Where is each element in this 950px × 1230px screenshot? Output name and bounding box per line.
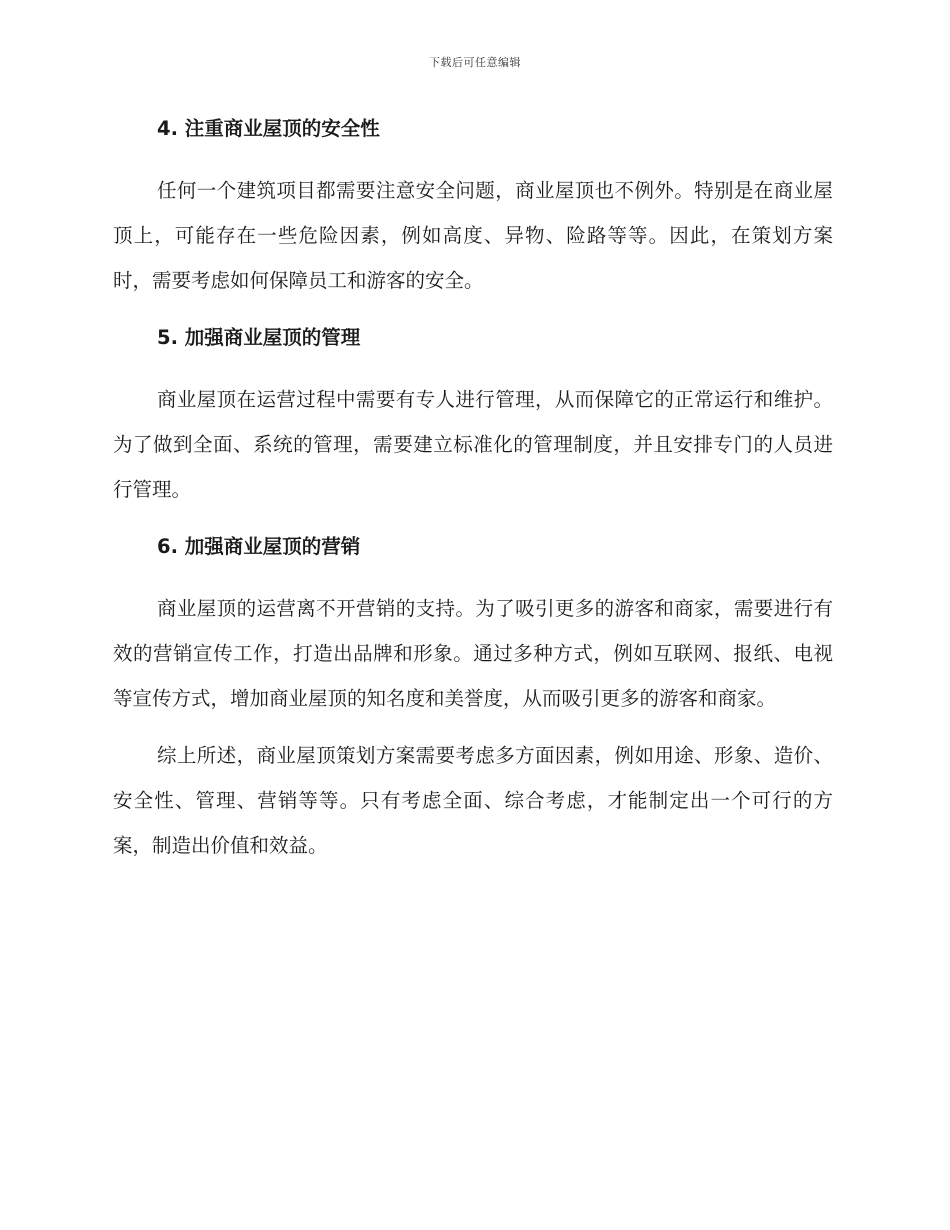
section-paragraph-4: 任何一个建筑项目都需要注意安全问题，商业屋顶也不例外。特别是在商业屋顶上，可能存在一些危险因素，例如高度、异物、险路等等。因此，在策划方案时，需要考虑如何保障员工和游客的安全。: [113, 179, 833, 292]
section-paragraph-6: 商业屋顶的运营离不开营销的支持。为了吸引更多的游客和商家，需要进行有效的营销宣传工作，打造出品牌和形象。通过多种方式，例如互联网、报纸、电视等宣传方式，增加商业屋顶的知名度和美誉度，从而吸引更多的游客和商家。: [113, 597, 833, 710]
conclusion-paragraph: 综上所述，商业屋顶策划方案需要考虑多方面因素，例如用途、形象、造价、安全性、管理、营销等等。只有考虑全面、综合考虑，才能制定出一个可行的方案，制造出价值和效益。: [113, 744, 833, 857]
section-heading-6: 6. 加强商业屋顶的营销: [157, 535, 361, 558]
section-heading-5: 5. 加强商业屋顶的管理: [157, 326, 361, 349]
document-body: [113, 112, 833, 868]
page-header: 下载后可任意编辑: [429, 56, 521, 69]
section-paragraph-5: 商业屋顶在运营过程中需要有专人进行管理，从而保障它的正常运行和维护。为了做到全面、系统的管理，需要建立标准化的管理制度，并且安排专门的人员进行管理。: [113, 388, 833, 501]
section-heading-4: 4. 注重商业屋顶的安全性: [157, 117, 380, 140]
